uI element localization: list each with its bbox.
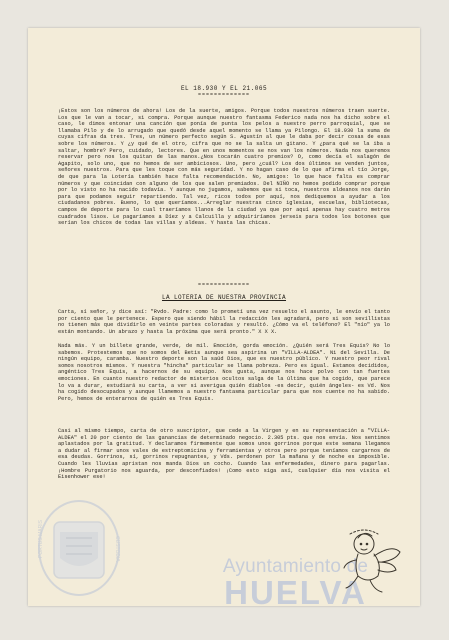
cherub-illustration-icon (334, 526, 408, 598)
document-page (28, 28, 420, 606)
svg-text:CUSTODIA: CUSTODIA (114, 536, 120, 562)
svg-text:PORTUS MARIS: PORTUS MARIS (38, 520, 44, 558)
paragraph-suscriptor: Casi al mismo tiempo, carta de otro suscriptor, que cede a la Virgen y en su representación a "VILLA-ALDEA" el 20 por ciento de las ganancias de determinado negocio. 2.305 pts. que nos envía. Nos sentimos aplastados por la gratitud. Y declaramos firmemente que somos unos gorrinos porque este semana llegamos a dudar al firmar unos vales de estreptomicina y ferramientas y otros pero porque teníamos cargarnos de esa deudas. Gorrinos, sí, gorrinos repugnantes, y Vds. perdonen por la mañana y de noche es imposible. Cuando les lluvias apristan nos manda Dios un cocho. Cuando las enfermedades, dinero para pagarlas. ¡Hombre Purgatorio nos aguarda, por desconfiados! ¡Como esto siga así, cualquier día nos visita el Eisenhower ese! (58, 428, 390, 481)
watermark-line2: HUELVA (224, 574, 367, 606)
document-title: EL 18.930 Y EL 21.065 (180, 85, 268, 92)
paragraph-letter: Carta, sí señor, y dice así: "Rvdo. Padre: como lo prometí una vez resuelto el asunto, le envío el tanto por ciento que le pertenece. Espero que siendo hábil la redacción les agradará, pero si son sevillistas no tienen más que dividirlo en veinte partes coloradas y resultó. ¿Cómo va el teléfono? El "nío" ya lo están montando. Un abrazo y hasta la próxima que será pronto." X X X. (58, 309, 390, 335)
paragraph-tres-equis: Nada más. Y un billete grande, verde, de mil. Emoción, gorda emoción. ¿Quién será Tres Equis? No lo sabemos. Protestemos que no somos del Betis aunque sea aspirina un "VILLA-ALDEA". Ni del Sevilla. De ningún equipo, caramba. Nuestro deporte son la saúd Dios, que es nuestro público. Y nuestro peor rival somos nosotros mismos. Y nuestra "hincha" particular se llama pobreza. Pero es igual. Estamos decididos, angéntico Tres Equis, a hacernos de su equipo. Nos gusta, aunque nos hace polvo con tan fuertes emociones. En cuanto nuestro redactor de misterios ocultos salga de la última que ha cogido, que parece lo va a durar, estudiará su carta, a ver si averigua quién diablos -es decir, quién ángeles- es Vd. Nos ha cogido desocupados y aunque llamemos a nuestro fantasma particular para que nos cuente no ha sabido. Pero, hemos de enterarnos de quién es Tres Equis. (58, 343, 390, 402)
section-title: LA LOTERIA DE NUESTRA PROVINCIA (161, 294, 287, 301)
watermark-line1: Ayuntamiento de (222, 556, 369, 577)
section-separator: ============= (197, 282, 250, 288)
paragraph-numbers: ¡Estos son los números de ahora! Los de la suerte, amigos. Porque todos nuestros números traen suerte. Los que le van a tocar, si compra. Porque aunque nuestro fantasma Federico nada nos ha dicho sobre el caso, le dimos entonar una canción que ponía de punta los pelos a nuestro perro parroquial, que se llamaba Pilo y de lo arrugado que quedó desde aquel momento se llama ya Pilongo. El 18.930 la suma de cuyas cifras da tres. Tres, un número perfecto según S. Agustín al que le daba por decir cosas de esas sobre los números. Y ¿y qué de el otro, cifra que no se la salta un gitano. Y ¿para qué se la iba a saltar, hombre? Pero, cuidado, lectores. Que en unos momentos se nos van los números. Nada nos queremos reservar pero nos los quitan de las manos.¿Nos tocarán cuatro premios? O, como decía el salagón de Agapito, solo uno, que no hemos de ser ambiciosos. Uno, pero ¿cuál? Los dos últimos se venden juntos, señores nuestros. Para que les toque con más seguridad. Y no hagan caso de lo que afirma el tío Jorge, de que para la Lotería también hace falta recomendación. No, amigos: lo que hace falta es comprar números y que coincidan con alguno de los que salen premiados. Del NIÑO no hemos podido comprar porque por lo visto no ha nacido todavía. Y aunque no jugamos, sabemos que si toca, nuestros aldeanos nos darán para que podamos seguir repartiendo. Tal vez, ricos todos por aquí, nos dediquemos a ayudar a los ciudadanos pobres. Bueno, lo que queríamos...Arreglar nuestras cinco iglesias, escuelas, bibliotecas, campos de deporte para lo cual traeríamos llanos de la ciudad ya que por aquí apenas hay cuatro metros cuadrados lisos. Le pagaríamos a Díez y a Calcuilla y adquiriríamos jerseis para todos los botones que serían los chicos de todas las villas y aldeas. Y hasta las chicas. (58, 108, 390, 227)
title-separator: ============= (197, 92, 250, 98)
municipal-seal-icon (36, 498, 122, 598)
